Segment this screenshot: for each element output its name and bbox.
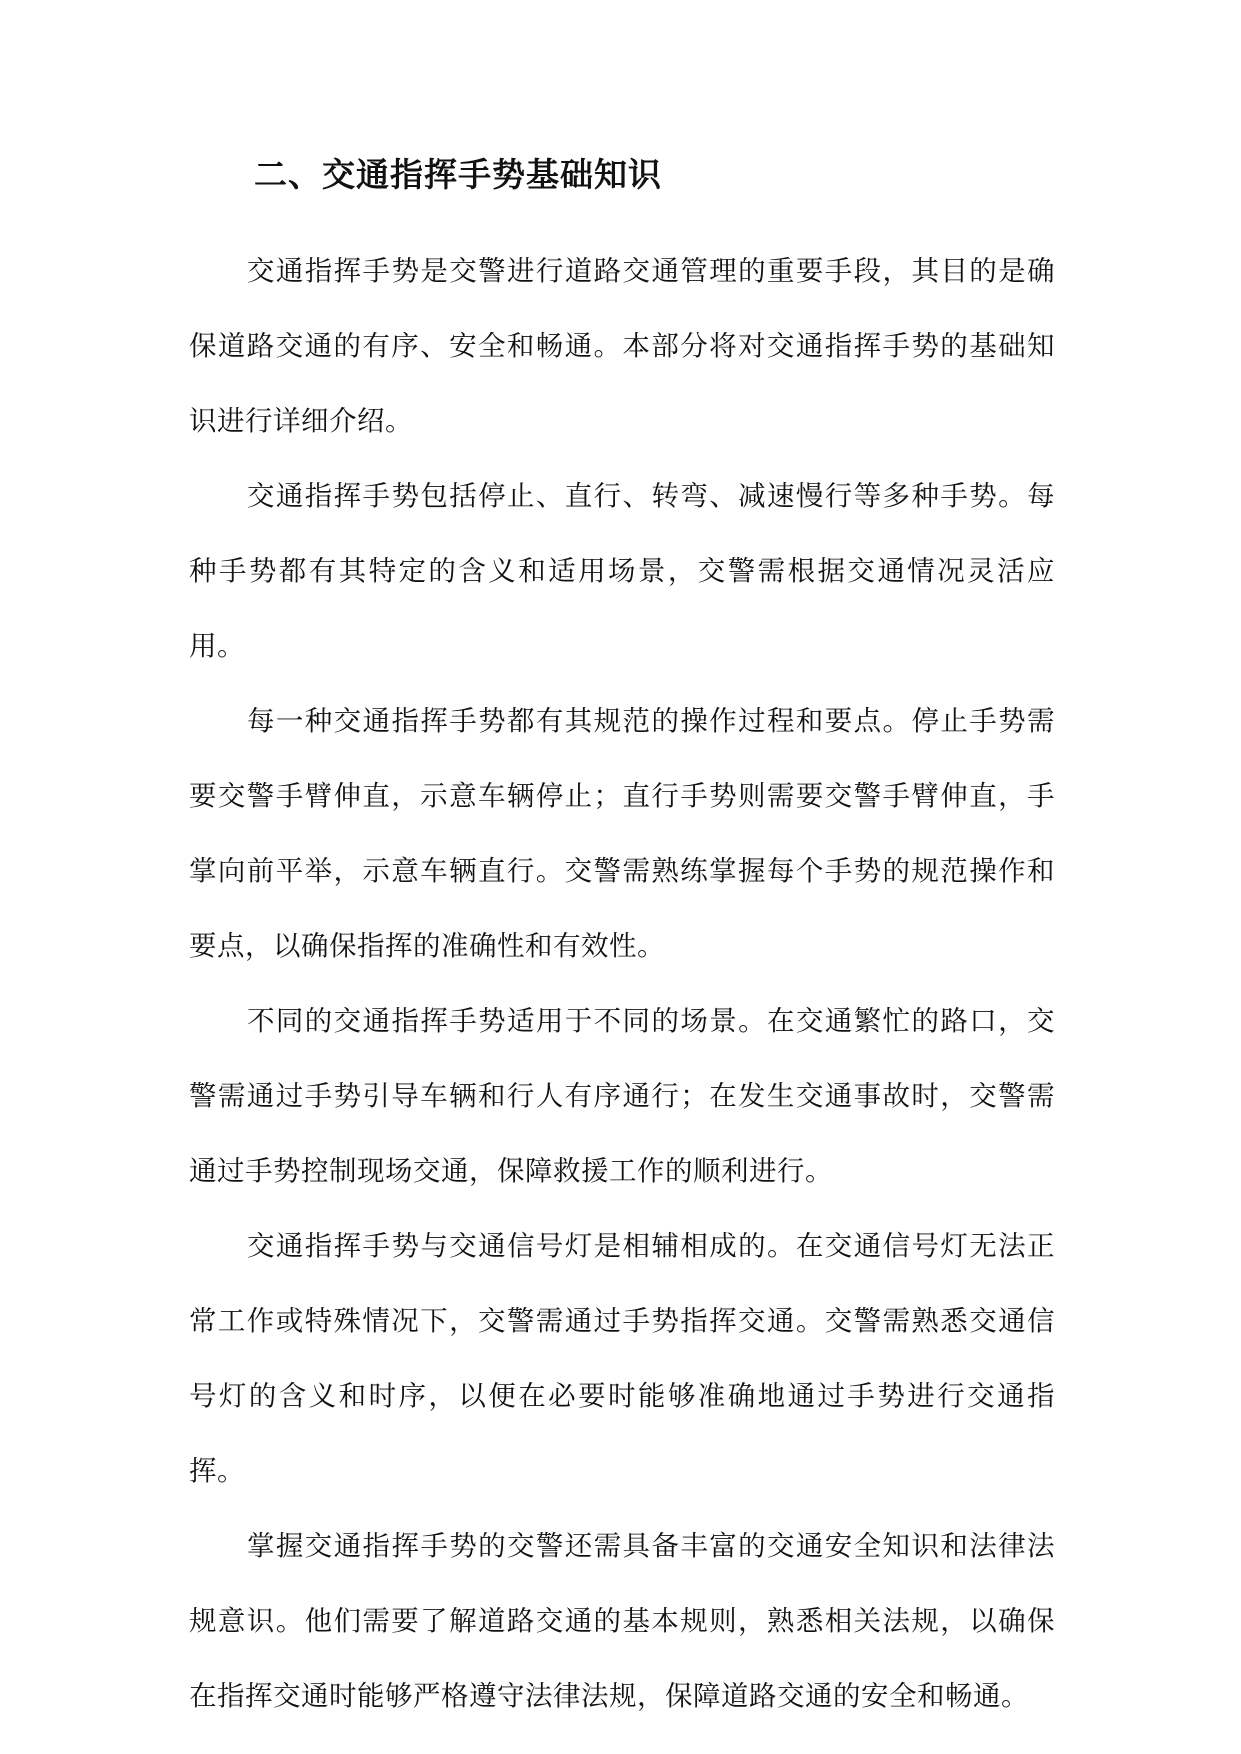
paragraph-4: 不同的交通指挥手势适用于不同的场景。在交通繁忙的路口，交警需通过手势引导车辆和行人有序通行；在发生交通事故时，交警需通过手势控制现场交通，保障救援工作的顺利进行。 [189, 1005, 1055, 1187]
paragraph-2: 交通指挥手势包括停止、直行、转弯、减速慢行等多种手势。每种手势都有其特定的含义和适用场景，交警需根据交通情况灵活应用。 [189, 480, 1055, 662]
paragraph-1: 交通指挥手势是交警进行道路交通管理的重要手段，其目的是确保道路交通的有序、安全和畅通。本部分将对交通指挥手势的基础知识进行详细介绍。 [189, 255, 1055, 437]
body-text [189, 234, 1055, 1734]
section-heading: 二、交通指挥手势基础知识 [254, 155, 662, 194]
paragraph-3: 每一种交通指挥手势都有其规范的操作过程和要点。停止手势需要交警手臂伸直，示意车辆停止；直行手势则需要交警手臂伸直，手掌向前平举，示意车辆直行。交警需熟练掌握每个手势的规范操作和要点，以确保指挥的准确性和有效性。 [189, 705, 1055, 962]
paragraph-6: 掌握交通指挥手势的交警还需具备丰富的交通安全知识和法律法规意识。他们需要了解道路交通的基本规则，熟悉相关法规，以确保在指挥交通时能够严格遵守法律法规，保障道路交通的安全和畅通。 [189, 1530, 1055, 1712]
paragraph-5: 交通指挥手势与交通信号灯是相辅相成的。在交通信号灯无法正常工作或特殊情况下，交警需通过手势指挥交通。交警需熟悉交通信号灯的含义和时序，以便在必要时能够准确地通过手势进行交通指挥。 [189, 1230, 1055, 1487]
